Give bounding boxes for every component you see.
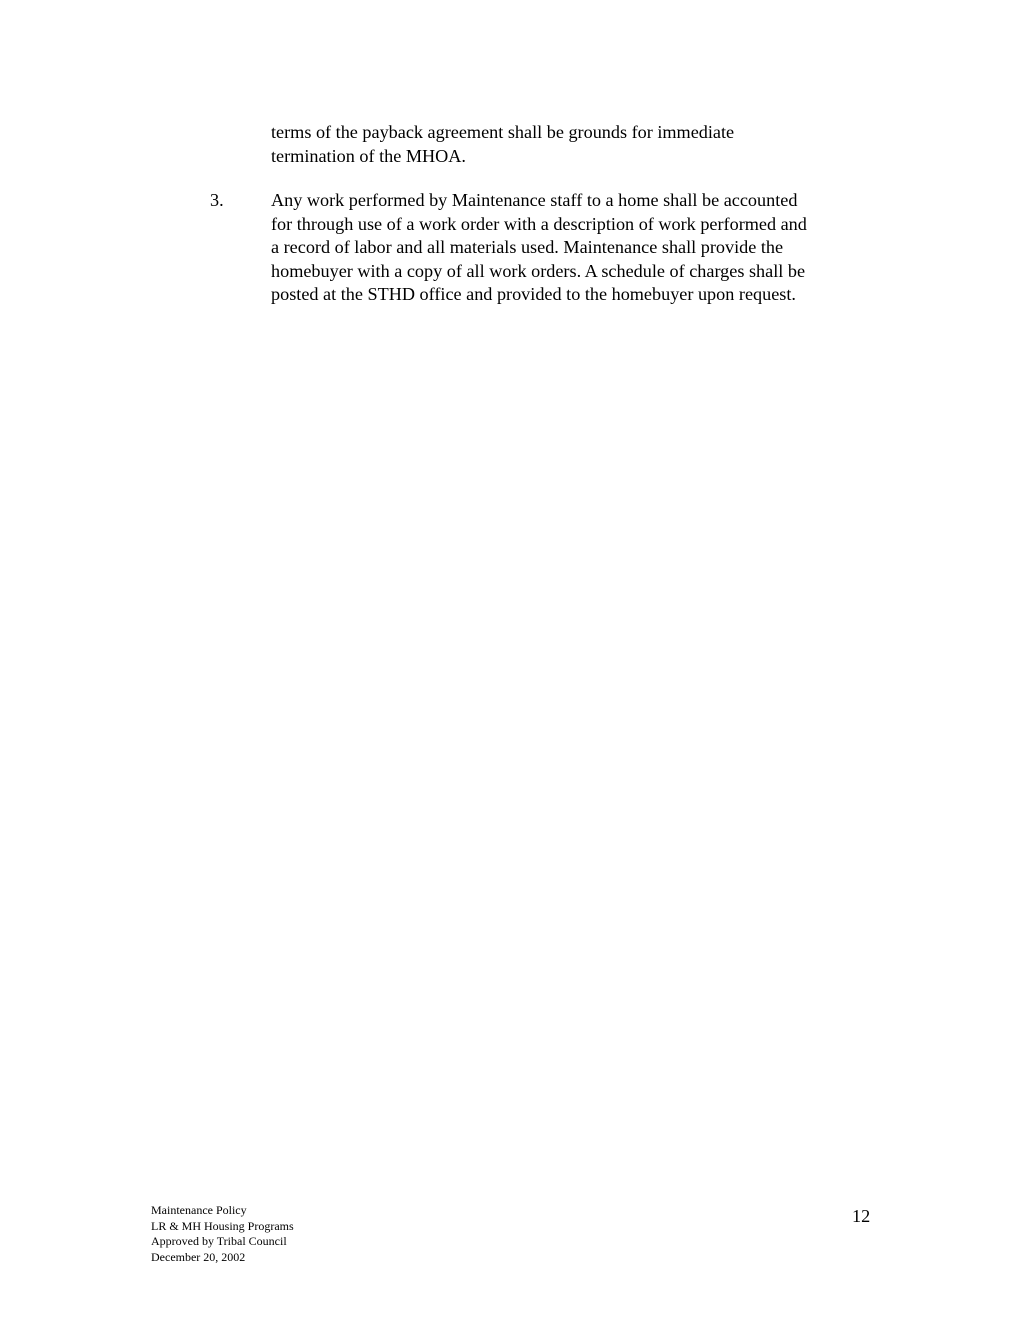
text-line: terms of the payback agreement shall be grounds for immediate bbox=[271, 122, 735, 142]
text-line: a record of labor and all materials used. Maintenance shall provide the bbox=[271, 237, 784, 258]
text-line: homebuyer with a copy of all work orders. A schedule of charges shall be bbox=[271, 260, 806, 281]
continuation-paragraph bbox=[271, 121, 734, 168]
footer-line: December 20, 2002 bbox=[151, 1249, 246, 1264]
text-line: for through use of a work order with a description of work performed and bbox=[271, 213, 807, 234]
footer-line: Approved by Tribal Council bbox=[151, 1234, 287, 1248]
text-line: posted at the STHD office and provided to the homebuyer upon request. bbox=[271, 284, 796, 305]
page-number: 12 bbox=[852, 1206, 871, 1226]
footer-line: Maintenance Policy bbox=[151, 1203, 247, 1217]
footer-info bbox=[151, 1203, 294, 1265]
footer-line: LR & MH Housing Programs bbox=[151, 1218, 294, 1233]
item-number: 3. bbox=[210, 190, 224, 210]
item-text bbox=[271, 189, 807, 307]
text-line: Any work performed by Maintenance staff to a home shall be accounted bbox=[271, 190, 798, 210]
text-line: termination of the MHOA. bbox=[271, 145, 466, 166]
